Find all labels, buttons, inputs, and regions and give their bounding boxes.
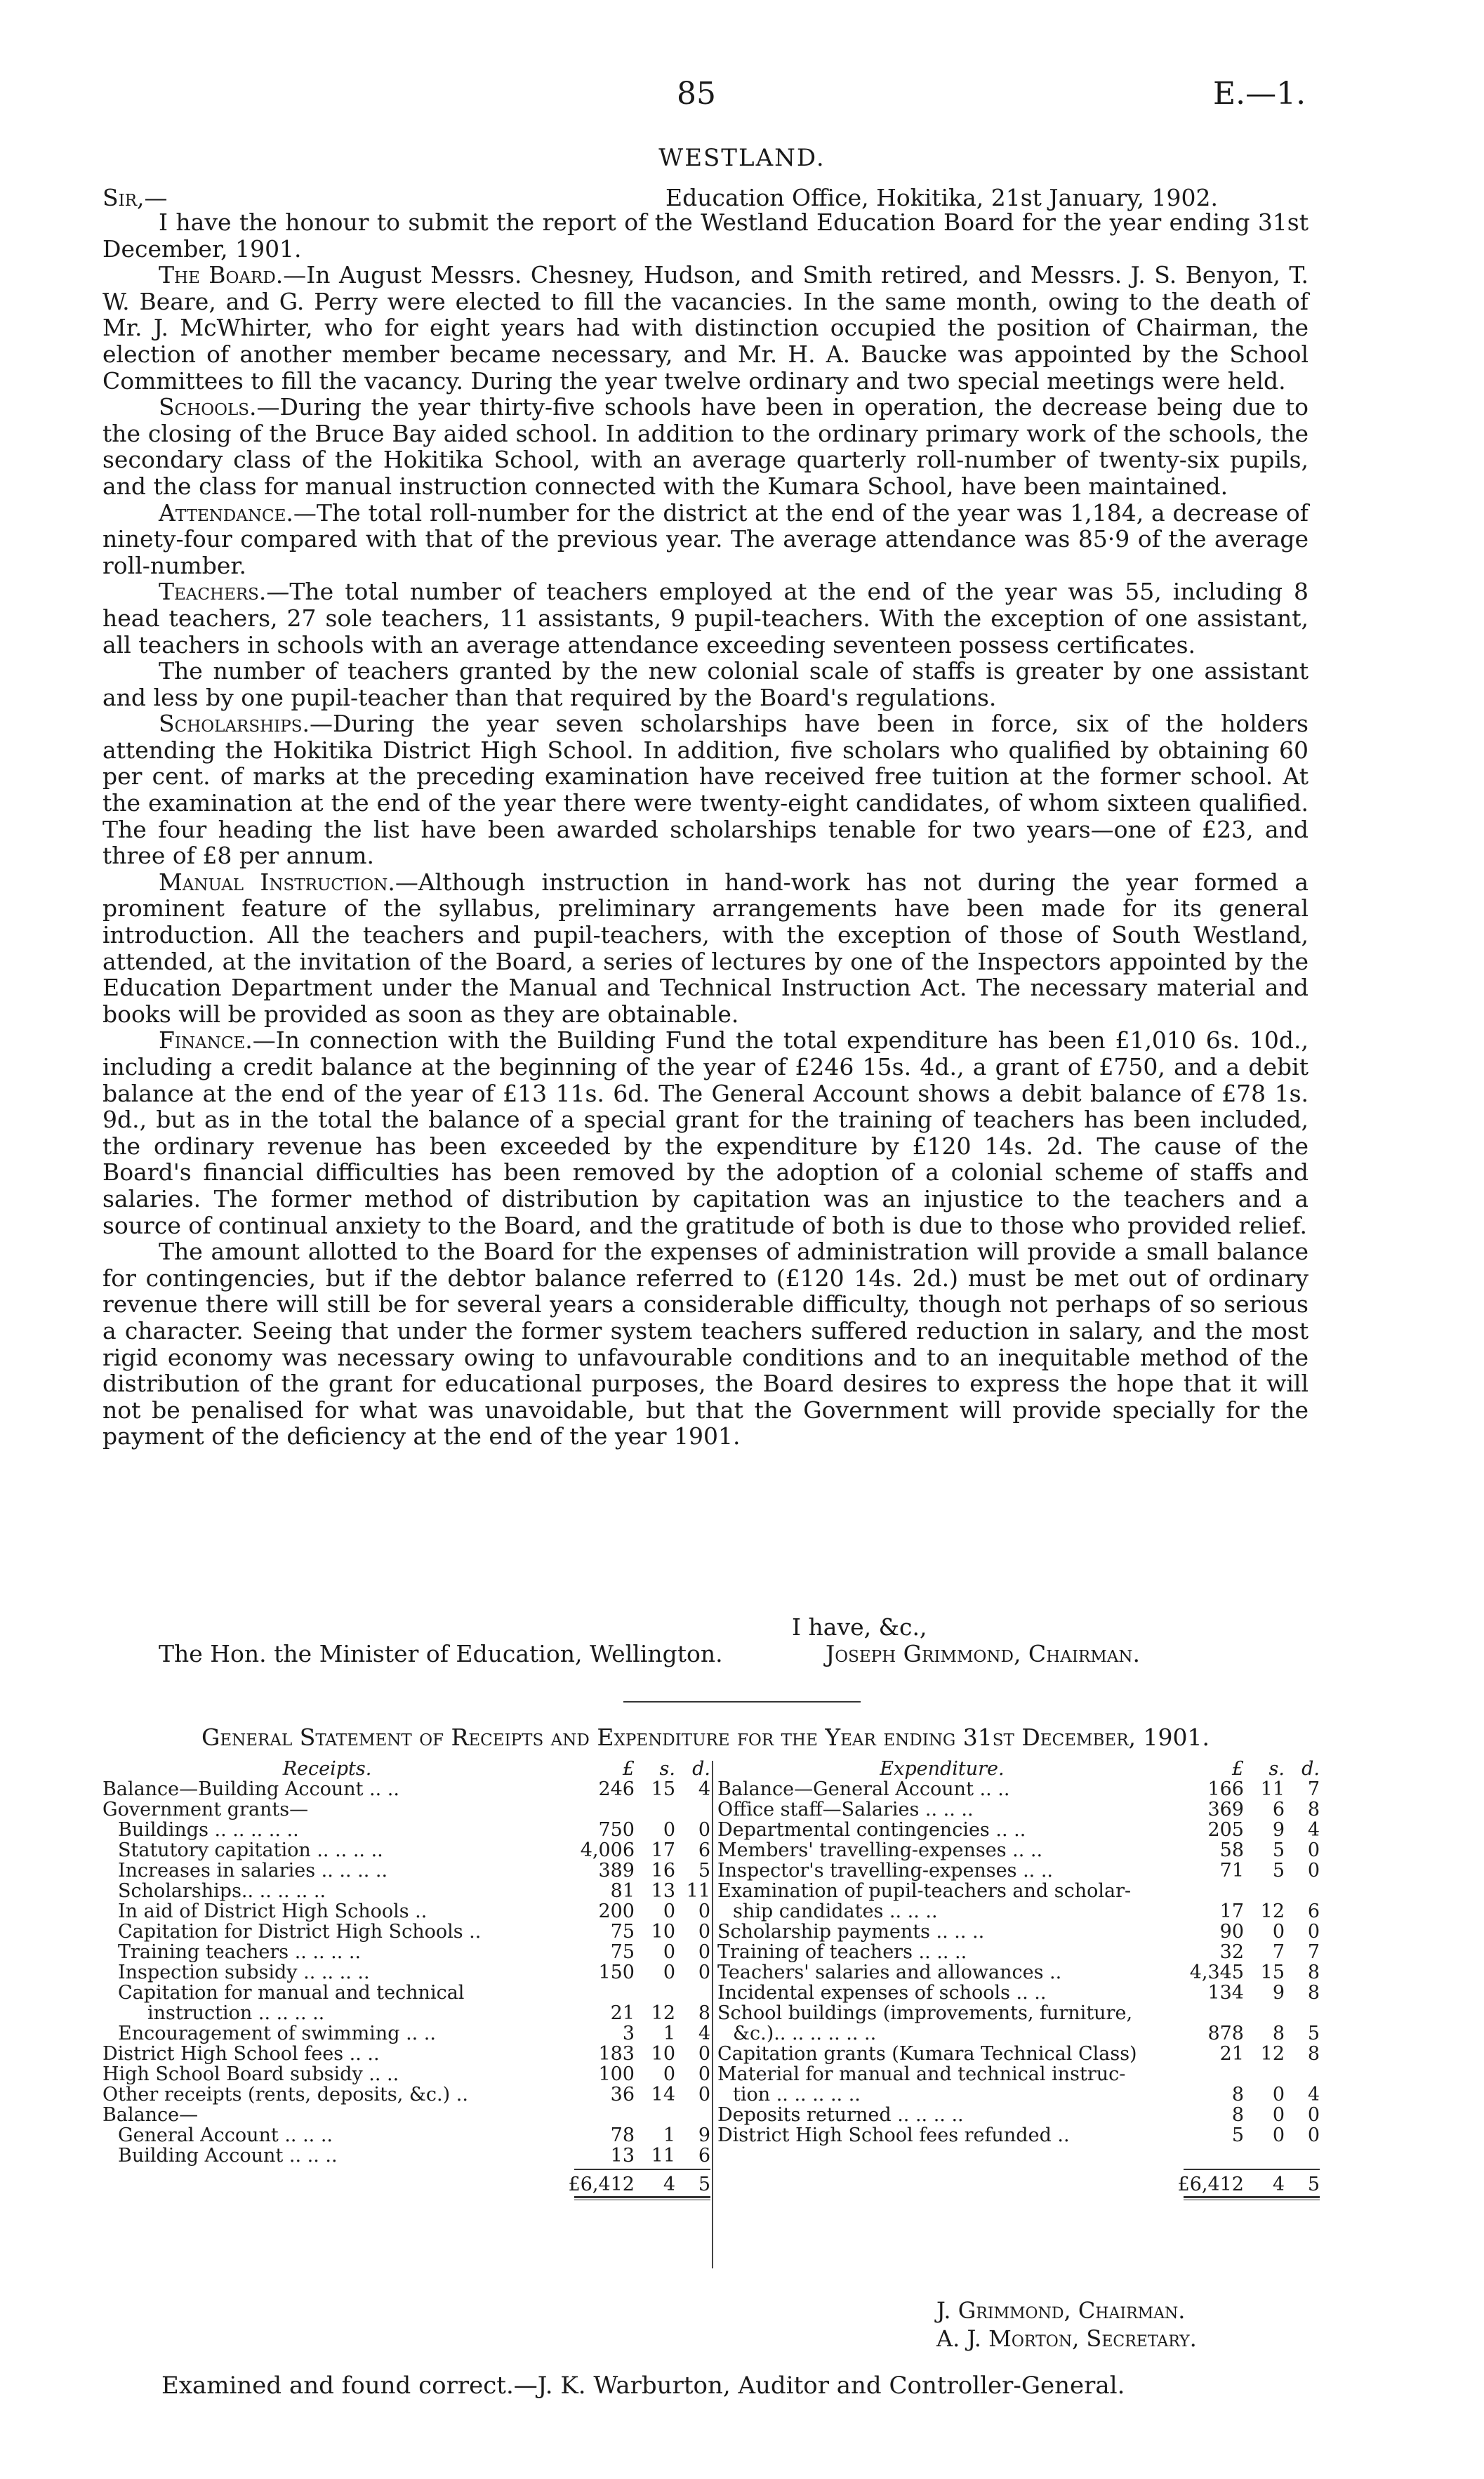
total-double-rule (717, 2195, 1320, 2200)
ledger-row (717, 2003, 1320, 2023)
pounds: 4,006 (580, 1839, 635, 1861)
ledger-spacer (717, 2146, 1320, 2166)
ledger-row (102, 1922, 710, 1942)
pence: 11 (686, 1880, 710, 1902)
ledger-label: &c.).. .. .. .. .. .. (733, 2023, 877, 2044)
ledger-row (717, 1901, 1320, 1922)
pence: 9 (698, 2124, 710, 2146)
shillings: 12 (1260, 2043, 1285, 2065)
shillings: 16 (651, 1860, 675, 1882)
pounds: 183 (598, 2043, 635, 2065)
ledger-label: Inspector's travelling-expenses .. .. (717, 1860, 1053, 1882)
shillings: 0 (1272, 2084, 1285, 2106)
pence: d. (692, 1758, 710, 1780)
pence: 4 (1307, 2084, 1320, 2106)
paragraph-heading: Manual Instruction. (159, 868, 395, 896)
shillings: 11 (1260, 1778, 1285, 1800)
ledger-label: Office staff—Salaries .. .. .. (717, 1799, 974, 1820)
ledger-row (102, 2084, 710, 2105)
ledger-label: Statutory capitation .. .. .. .. (118, 1839, 383, 1861)
paragraph-text: —In August Messrs. Chesney, Hudson, and Smith retired, and Messrs. J. S. Benyon, T. W. Beare, and G. Perry were elected to fill the vacancies. In the same month, owing to the death of Mr. J. McWhirter, who for eight years had with distinction occupied the position of Chairman, the election of another member became necessary, and Mr. H. A. Baucke was appointed by the School Committees to fill the vacancy. During the year twelve ordinary and two special meetings were held. (102, 261, 1309, 395)
shillings: 12 (651, 2002, 675, 2024)
closing: I have, &c., (792, 1613, 927, 1641)
shillings: 15 (651, 1778, 675, 1800)
audit-note: Examined and found correct.—J. K. Warburton, Auditor and Controller-General. (161, 2372, 1125, 2400)
shillings: 0 (663, 2063, 675, 2085)
pence: 7 (1307, 1778, 1320, 1800)
ledger-row (717, 1942, 1320, 1962)
expenditure-ledger (717, 1759, 1320, 2200)
signature-secretary: A. J. Morton, Secretary. (936, 2325, 1197, 2352)
ledger-row (717, 1983, 1320, 2003)
ledger-divider (712, 1761, 713, 2268)
pounds: 389 (598, 1860, 635, 1882)
paragraph-heading: Teachers. (159, 578, 267, 606)
shillings: 14 (651, 2084, 675, 2106)
shillings: 0 (663, 1962, 675, 1983)
pence: 5 (698, 2174, 710, 2195)
pounds: 246 (598, 1778, 635, 1800)
shillings: 15 (1260, 1962, 1285, 1983)
receipts-ledger (102, 1759, 710, 2200)
ledger-label: Scholarship payments .. .. .. (717, 1921, 985, 1943)
ledger-label: Material for manual and technical instruc- (717, 2063, 1126, 2085)
pence: 0 (1307, 2104, 1320, 2126)
ledger-label: Other receipts (rents, deposits, &c.) .. (102, 2084, 468, 2106)
shillings: 6 (1272, 1799, 1285, 1820)
pounds: 36 (610, 2084, 635, 2106)
parliamentary-reference: E.—1. (1213, 76, 1306, 112)
ledger-label: Balance— (102, 2104, 199, 2126)
ledger-row (102, 1799, 710, 1820)
pounds: 4,345 (1189, 1962, 1244, 1983)
pounds: 166 (1207, 1778, 1244, 1800)
shillings: 10 (651, 1921, 675, 1943)
ledger-row (717, 2023, 1320, 2044)
paragraph (102, 710, 1309, 869)
ledger-heading: Expenditure. (880, 1758, 1005, 1780)
pence: 5 (698, 1860, 710, 1882)
ledger-row (717, 1922, 1320, 1942)
paragraph-heading: Scholarships. (159, 710, 310, 738)
ledger-label: Scholarships.. .. .. .. .. (118, 1880, 326, 1902)
total-rule-line (1184, 2169, 1320, 2170)
ledger-row (717, 2084, 1320, 2105)
ledger-label: Building Account .. .. .. (118, 2145, 338, 2167)
page-number: 85 (677, 76, 716, 112)
shillings: 1 (663, 2023, 675, 2044)
pence: 0 (1307, 1839, 1320, 1861)
ledger-row (717, 1799, 1320, 1820)
ledger-heading: Receipts. (282, 1758, 372, 1780)
pence: 5 (1307, 2174, 1320, 2195)
shillings: 9 (1272, 1982, 1285, 2004)
pence: 8 (1307, 2043, 1320, 2065)
paragraph (102, 394, 1309, 499)
pounds: 90 (1219, 1921, 1244, 1943)
paragraph (102, 658, 1309, 710)
double-rule-line (1184, 2196, 1320, 2200)
ledger-label: Incidental expenses of schools .. .. (717, 1982, 1047, 2004)
pounds: 75 (610, 1921, 635, 1943)
pounds: 32 (1219, 1941, 1244, 1963)
pounds: 71 (1219, 1860, 1244, 1882)
letter-body (102, 209, 1309, 1450)
pence: 0 (698, 1900, 710, 1922)
section-rule (623, 1701, 861, 1703)
pounds: 134 (1207, 1982, 1244, 2004)
ledger-row (102, 1779, 710, 1799)
ledger-label: Departmental contingencies .. .. (717, 1819, 1026, 1841)
paragraph-heading: Attendance. (159, 498, 293, 527)
paragraph (102, 869, 1309, 1028)
paragraph (102, 579, 1309, 658)
pounds: £6,412 (1177, 2174, 1244, 2195)
ledger-label: Balance—Building Account .. .. (102, 1778, 399, 1800)
pence: 4 (698, 1778, 710, 1800)
shillings: 4 (663, 2174, 675, 2195)
paragraph (102, 1238, 1309, 1450)
paragraph-text: —During the year thirty-five schools have been in operation, the decrease being due to the closing of the Bruce Bay aided school. In addition to the ordinary primary work of the schools, the secondary class of the Hokitika School, with an average quarterly roll-number of twenty-six pupils, and the class for manual instruction connected with the Kumara School, have been maintained. (102, 393, 1309, 500)
pounds: 5 (1231, 2124, 1244, 2146)
pence: 4 (1307, 1819, 1320, 1841)
ledger-row (102, 2146, 710, 2166)
ledger-row (717, 1779, 1320, 1799)
ledger-label: Teachers' salaries and allowances .. (717, 1962, 1062, 1983)
pence: 0 (698, 1921, 710, 1943)
ledger-row (102, 2125, 710, 2146)
ledger-total-row (102, 2174, 710, 2195)
statement-title: General Statement of Receipts and Expenditure for the Year ending 31st December, 1901. (201, 1724, 1210, 1751)
salutation: Sir,— (102, 184, 168, 211)
addressee: The Hon. the Minister of Education, Wellington. (159, 1640, 723, 1667)
ledger-label: Training teachers .. .. .. .. (118, 1941, 362, 1963)
ledger-label: Capitation grants (Kumara Technical Class) (717, 2043, 1137, 2065)
paragraph-text: —The total number of teachers employed at the end of the year was 55, including 8 head teachers, 27 sole teachers, 11 assistants, 9 pupil-teachers. With the exception of one assistant, all teachers in schools with an average attendance exceeding seventeen possess certificates. (102, 578, 1309, 659)
shillings: 5 (1272, 1860, 1285, 1882)
pounds: 8 (1231, 2084, 1244, 2106)
ledger-label: Capitation for District High Schools .. (118, 1921, 482, 1943)
shillings: 1 (663, 2124, 675, 2146)
ledger-row (102, 1901, 710, 1922)
pence: 0 (698, 2084, 710, 2106)
pence: 0 (1307, 1921, 1320, 1943)
shillings: 13 (651, 1880, 675, 1902)
double-rule-line (574, 2196, 710, 2200)
ledger-label: Examination of pupil-teachers and scholar- (717, 1880, 1132, 1902)
pounds: 21 (1219, 2043, 1244, 2065)
ledger-row (102, 1962, 710, 1983)
paragraph-heading: Schools. (159, 393, 257, 421)
pence: 8 (1307, 1799, 1320, 1820)
ledger-label: instruction .. .. .. .. (147, 2002, 325, 2024)
shillings: 0 (1272, 2104, 1285, 2126)
pounds: 3 (622, 2023, 635, 2044)
pence: 0 (698, 2063, 710, 2085)
pence: 8 (698, 2002, 710, 2024)
ledger-label: Training of teachers .. .. .. (717, 1941, 967, 1963)
pence: 0 (698, 1819, 710, 1841)
ledger-row (102, 2064, 710, 2084)
pence: 4 (698, 2023, 710, 2044)
pence: 0 (1307, 1860, 1320, 1882)
dateline: Education Office, Hokitika, 21st January, 1902. (665, 184, 1219, 211)
paragraph-text: The number of teachers granted by the new colonial scale of staffs is greater by one assistant and less by one pupil-teacher than that required by the Board's regulations. (102, 657, 1309, 711)
ledger-label: Buildings .. .. .. .. .. (118, 1819, 299, 1841)
pence: 7 (1307, 1941, 1320, 1963)
pence: 0 (698, 1941, 710, 1963)
paragraph-text: I have the honour to submit the report of the Westland Education Board for the year ending 31st December, 1901. (102, 209, 1309, 263)
ledger-heading-row (717, 1759, 1320, 1779)
ledger-label: Inspection subsidy .. .. .. .. (118, 1962, 370, 1983)
pounds: 81 (610, 1880, 635, 1902)
ledger-row (717, 1962, 1320, 1983)
shillings: 4 (1272, 2174, 1285, 2195)
ledger-row (717, 2105, 1320, 2125)
ledger-row (717, 1860, 1320, 1881)
ledger-row (717, 1840, 1320, 1860)
ledger-row (102, 2105, 710, 2125)
ledger-row (102, 1881, 710, 1901)
pounds: 878 (1207, 2023, 1244, 2044)
pounds: 21 (610, 2002, 635, 2024)
pounds: 8 (1231, 2104, 1244, 2126)
ledger-heading-row (102, 1759, 710, 1779)
ledger-label: District High School fees .. .. (102, 2043, 380, 2065)
pounds: 78 (610, 2124, 635, 2146)
pence: 0 (698, 2043, 710, 2065)
ledger-row (102, 1942, 710, 1962)
ledger-row (102, 1983, 710, 2003)
ledger-label: High School Board subsidy .. .. (102, 2063, 399, 2085)
pounds: 58 (1219, 1839, 1244, 1861)
shillings: 5 (1272, 1839, 1285, 1861)
ledger-label: General Account .. .. .. (118, 2124, 333, 2146)
pounds: £ (1231, 1758, 1244, 1780)
total-rule-line (574, 2169, 710, 2170)
paragraph-heading: The Board. (159, 261, 284, 289)
ledger-label: District High School fees refunded .. (717, 2124, 1070, 2146)
ledger-label: Members' travelling-expenses .. .. (717, 1839, 1043, 1861)
pence: 6 (1307, 1900, 1320, 1922)
shillings: 0 (663, 1900, 675, 1922)
shillings: 0 (1272, 1921, 1285, 1943)
shillings: 0 (663, 1819, 675, 1841)
ledger-label: School buildings (improvements, furniture, (717, 2002, 1133, 2024)
pounds: 750 (598, 1819, 635, 1841)
shillings: 11 (651, 2145, 675, 2167)
paragraph-text: —The total roll-number for the district at the end of the year was 1,184, a decrease of ninety-four compared with that of the previous year. The average attendance was 85·9 of the average roll-number. (102, 498, 1309, 579)
shillings: 12 (1260, 1900, 1285, 1922)
report-title: WESTLAND. (658, 144, 826, 172)
ledger-label: Deposits returned .. .. .. .. (717, 2104, 964, 2126)
pence: 0 (698, 1962, 710, 1983)
shillings: 7 (1272, 1941, 1285, 1963)
ledger-label: Increases in salaries .. .. .. .. (118, 1860, 388, 1882)
pence: 5 (1307, 2023, 1320, 2044)
signature-chairman: J. Grimmond, Chairman. (936, 2297, 1186, 2324)
pounds: £6,412 (568, 2174, 635, 2195)
total-double-rule (102, 2195, 710, 2200)
ledger-row (102, 1840, 710, 1860)
shillings: 17 (651, 1839, 675, 1861)
pounds: £ (622, 1758, 635, 1780)
paragraph-text: —During the year seven scholarships have been in force, six of the holders attending the Hokitika District High School. In addition, five scholars who qualified by obtaining 60 per cent. of marks at the preceding examination have received free tuition at the former school. At the examination at the end of the year there were twenty-eight candidates, of whom sixteen qualified. The four heading the list have been awarded scholarships tenable for two years—one of £23, and three of £8 per annum. (102, 710, 1309, 870)
shillings: 0 (663, 1941, 675, 1963)
shillings: s. (659, 1758, 675, 1780)
ledger-label: Balance—General Account .. .. (717, 1778, 1010, 1800)
pounds: 75 (610, 1941, 635, 1963)
ledger-label: ship candidates .. .. .. (733, 1900, 938, 1922)
paragraph (102, 262, 1309, 394)
shillings: s. (1268, 1758, 1285, 1780)
pounds: 17 (1219, 1900, 1244, 1922)
ledger-total-row (717, 2174, 1320, 2195)
pence: 0 (1307, 2124, 1320, 2146)
shillings: 10 (651, 2043, 675, 2065)
pounds: 13 (610, 2145, 635, 2167)
paragraph-heading: Finance. (159, 1026, 253, 1055)
ledger-row (102, 1820, 710, 1840)
paragraph (102, 500, 1309, 579)
ledger-row (102, 2023, 710, 2044)
ledger-label: Encouragement of swimming .. .. (118, 2023, 436, 2044)
shillings: 9 (1272, 1819, 1285, 1841)
pence: d. (1301, 1758, 1320, 1780)
pence: 8 (1307, 1962, 1320, 1983)
pence: 8 (1307, 1982, 1320, 2004)
pence: 6 (698, 1839, 710, 1861)
ledger-row (717, 1881, 1320, 1901)
ledger-row (717, 1820, 1320, 1840)
ledger-label: In aid of District High Schools .. (118, 1900, 428, 1922)
shillings: 8 (1272, 2023, 1285, 2044)
ledger-row (102, 2044, 710, 2064)
paragraph (102, 1027, 1309, 1238)
pounds: 369 (1207, 1799, 1244, 1820)
paragraph-text: The amount allotted to the Board for the expenses of administration will provide a small balance for contingencies, but if the debtor balance referred to (£120 14s. 2d.) must be met out of ordinary revenue there will still be for several years a considerable difficulty, though not perhaps of so serious a character. Seeing that under the former system teachers suffered reduction in salary, and the most rigid economy was necessary owing to unfavourable conditions and to an inequitable method of the distribution of the grant for educational purposes, the Board desires to express the hope that it will not be penalised for what was unavoidable, but that the Government will provide specially for the payment of the deficiency at the end of the year 1901. (102, 1238, 1309, 1450)
pounds: 150 (598, 1962, 635, 1983)
paragraph-text: —In connection with the Building Fund the total expenditure has been £1,010 6s. 10d., including a credit balance at the beginning of the year of £246 15s. 4d., a grant of £750, and a debit balance at the end of the year of £13 11s. 6d. The General Account shows a debit balance of £78 1s. 9d., but as in the total the balance of a special grant for the training of teachers has been included, the ordinary revenue has been exceeded by the expenditure by £120 14s. 2d. The cause of the Board's financial difficulties has been removed by the adoption of a colonial scheme of staffs and salaries. The former method of distribution by capitation was an injustice to the teachers and a source of continual anxiety to the Board, and the gratitude of both is due to those who provided relief. (102, 1026, 1309, 1239)
ledger-row (717, 2044, 1320, 2064)
ledger-label: tion .. .. .. .. .. (733, 2084, 861, 2106)
pounds: 200 (598, 1900, 635, 1922)
ledger-label: Government grants— (102, 1799, 309, 1820)
ledger-row (102, 2003, 710, 2023)
pounds: 205 (1207, 1819, 1244, 1841)
letter-signature: Joseph Grimmond, Chairman. (826, 1640, 1141, 1667)
ledger-row (717, 2125, 1320, 2146)
shillings: 0 (1272, 2124, 1285, 2146)
ledger-label: Capitation for manual and technical (118, 1982, 465, 2004)
pence: 6 (698, 2145, 710, 2167)
paragraph-text: —Although instruction in hand-work has not during the year formed a prominent feature of the syllabus, preliminary arrangements have been made for its general introduction. All the teachers and pupil-teachers, with the exception of those of South Westland, attended, at the invitation of the Board, a series of lectures by one of the Inspectors appointed by the Education Department under the Manual and Technical Instruction Act. The necessary material and books will be provided as soon as they are obtainable. (102, 868, 1309, 1028)
ledger-row (717, 2064, 1320, 2084)
paragraph (102, 209, 1309, 262)
pounds: 100 (598, 2063, 635, 2085)
ledger-row (102, 1860, 710, 1881)
